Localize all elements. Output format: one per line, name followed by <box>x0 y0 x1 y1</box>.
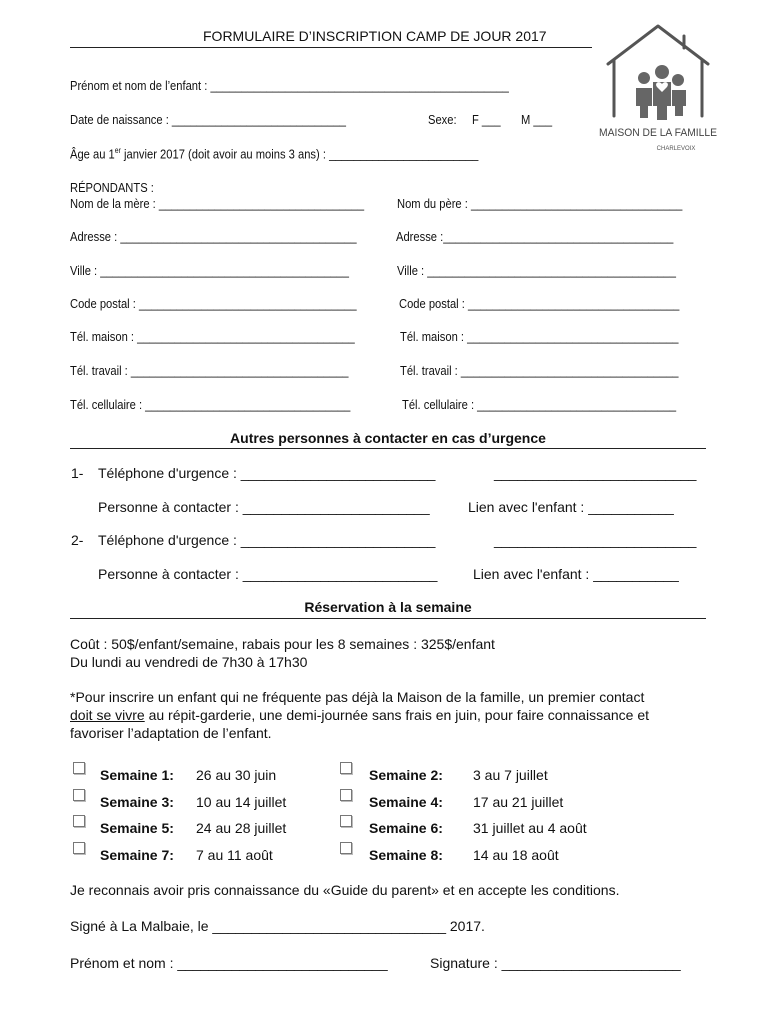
week-1-checkbox[interactable] <box>73 762 85 774</box>
father-name-field[interactable]: Nom du père : __________________________________ <box>397 196 683 211</box>
week-8-checkbox[interactable] <box>340 842 352 854</box>
mother-name-field[interactable]: Nom de la mère : _________________________________ <box>70 196 365 211</box>
emergency-rule <box>70 448 706 449</box>
mother-cell-field[interactable]: Tél. cellulaire : _________________________________ <box>70 397 351 412</box>
week-6-checkbox[interactable] <box>340 815 352 827</box>
father-postal-field[interactable]: Code postal : __________________________________ <box>399 296 680 311</box>
reservation-rule <box>70 618 706 619</box>
week-2-checkbox[interactable] <box>340 762 352 774</box>
emergency-1-person-field[interactable]: Personne à contacter : ________________________ <box>98 499 430 515</box>
mother-address-field[interactable]: Adresse : ______________________________________ <box>70 229 357 244</box>
week-5-checkbox[interactable] <box>73 815 85 827</box>
emergency-title: Autres personnes à contacter en cas d’urgence <box>230 430 546 446</box>
note-line-2-rest: au répit-garderie, une demi-journée sans frais en juin, pour faire connaissance et <box>144 707 649 723</box>
week-2-dates: 3 au 7 juillet <box>473 767 548 783</box>
week-6-label: Semaine 6: <box>369 820 443 836</box>
note-line-3: favoriser l’adaptation de l’enfant. <box>70 725 272 741</box>
week-6-dates: 31 juillet au 4 août <box>473 820 587 836</box>
week-7-dates: 7 au 11 août <box>196 847 273 863</box>
week-2-label: Semaine 2: <box>369 767 443 783</box>
emergency-2-person-field[interactable]: Personne à contacter : _________________________ <box>98 566 438 582</box>
logo-subtext: CHARLEVOIX <box>656 146 696 152</box>
maison-famille-logo <box>596 18 721 158</box>
reservation-title: Réservation à la semaine <box>304 599 472 615</box>
logo-text: MAISON DE LA FAMILLE <box>599 127 717 139</box>
week-4-checkbox[interactable] <box>340 789 352 801</box>
week-4-label: Semaine 4: <box>369 794 443 810</box>
age-field[interactable] <box>70 146 478 161</box>
week-3-checkbox[interactable] <box>73 789 85 801</box>
emergency-1-link-field[interactable]: Lien avec l'enfant : ___________ <box>468 499 674 515</box>
father-home-phone-field[interactable]: Tél. maison : __________________________________ <box>400 329 679 344</box>
acknowledge-text: Je reconnais avoir pris connaissance du «Guide du parent» et en accepte les conditions. <box>70 882 620 898</box>
father-work-phone-field[interactable]: Tél. travail : ___________________________________ <box>400 363 679 378</box>
father-address-field[interactable]: Adresse :_____________________________________ <box>396 229 674 244</box>
emergency-2-number: 2- <box>71 532 84 548</box>
mother-home-phone-field[interactable]: Tél. maison : ___________________________________ <box>70 329 355 344</box>
emergency-1-phone-field[interactable]: Téléphone d'urgence : _________________________ <box>98 465 436 481</box>
emergency-2-phone-field[interactable]: Téléphone d'urgence : _________________________ <box>98 532 436 548</box>
birth-date-field[interactable]: Date de naissance : ____________________________ <box>70 112 347 127</box>
parent-name-field[interactable]: Prénom et nom : ___________________________ <box>70 955 388 971</box>
week-8-dates: 14 au 18 août <box>473 847 559 863</box>
sex-label: Sexe: <box>428 112 457 127</box>
emergency-2-phone-extra-field[interactable]: __________________________ <box>494 532 697 548</box>
week-5-dates: 24 au 28 juillet <box>196 820 287 836</box>
signed-at-field[interactable]: Signé à La Malbaie, le ______________________________ 2017. <box>70 918 485 934</box>
age-sup: er <box>114 146 121 155</box>
week-3-dates: 10 au 14 juillet <box>196 794 287 810</box>
emergency-1-number: 1- <box>71 465 84 481</box>
week-5-label: Semaine 5: <box>100 820 174 836</box>
age-prefix: Âge au 1 <box>70 146 115 162</box>
emergency-2-link-field[interactable]: Lien avec l'enfant : ___________ <box>473 566 679 582</box>
mother-postal-field[interactable]: Code postal : ___________________________________ <box>70 296 357 311</box>
week-8-label: Semaine 8: <box>369 847 443 863</box>
note-underlined: doit se vivre <box>70 707 145 723</box>
respondents-heading: RÉPONDANTS : <box>70 180 154 195</box>
title-rule <box>70 47 592 48</box>
sex-f-field[interactable]: F ___ <box>472 112 501 127</box>
cost-text: Coût : 50$/enfant/semaine, rabais pour les 8 semaines : 325$/enfant <box>70 636 495 652</box>
week-3-label: Semaine 3: <box>100 794 174 810</box>
note-line-1: *Pour inscrire un enfant qui ne fréquente pas déjà la Maison de la famille, un premier contact <box>70 689 645 705</box>
mother-city-field[interactable]: Ville : ________________________________________ <box>70 263 349 278</box>
week-4-dates: 17 au 21 juillet <box>473 794 564 810</box>
hours-text: Du lundi au vendredi de 7h30 à 17h30 <box>70 654 308 670</box>
child-name-field[interactable]: Prénom et nom de l’enfant : ________________________________________________ <box>70 78 509 93</box>
sex-m-field[interactable]: M ___ <box>521 112 553 127</box>
week-1-label: Semaine 1: <box>100 767 174 783</box>
form-title: FORMULAIRE D’INSCRIPTION CAMP DE JOUR 2017 <box>203 28 547 44</box>
mother-work-phone-field[interactable]: Tél. travail : ___________________________________ <box>70 363 349 378</box>
note-line-2 <box>70 707 649 723</box>
week-7-checkbox[interactable] <box>73 842 85 854</box>
signature-field[interactable]: Signature : _______________________ <box>430 955 681 971</box>
week-1-dates: 26 au 30 juin <box>196 767 277 783</box>
week-7-label: Semaine 7: <box>100 847 174 863</box>
emergency-1-phone-extra-field[interactable]: __________________________ <box>494 465 697 481</box>
father-city-field[interactable]: Ville : ________________________________________ <box>397 263 676 278</box>
father-cell-field[interactable]: Tél. cellulaire : ________________________________ <box>402 397 677 412</box>
age-suffix: janvier 2017 (doit avoir au moins 3 ans) : ________________________ <box>120 146 479 162</box>
